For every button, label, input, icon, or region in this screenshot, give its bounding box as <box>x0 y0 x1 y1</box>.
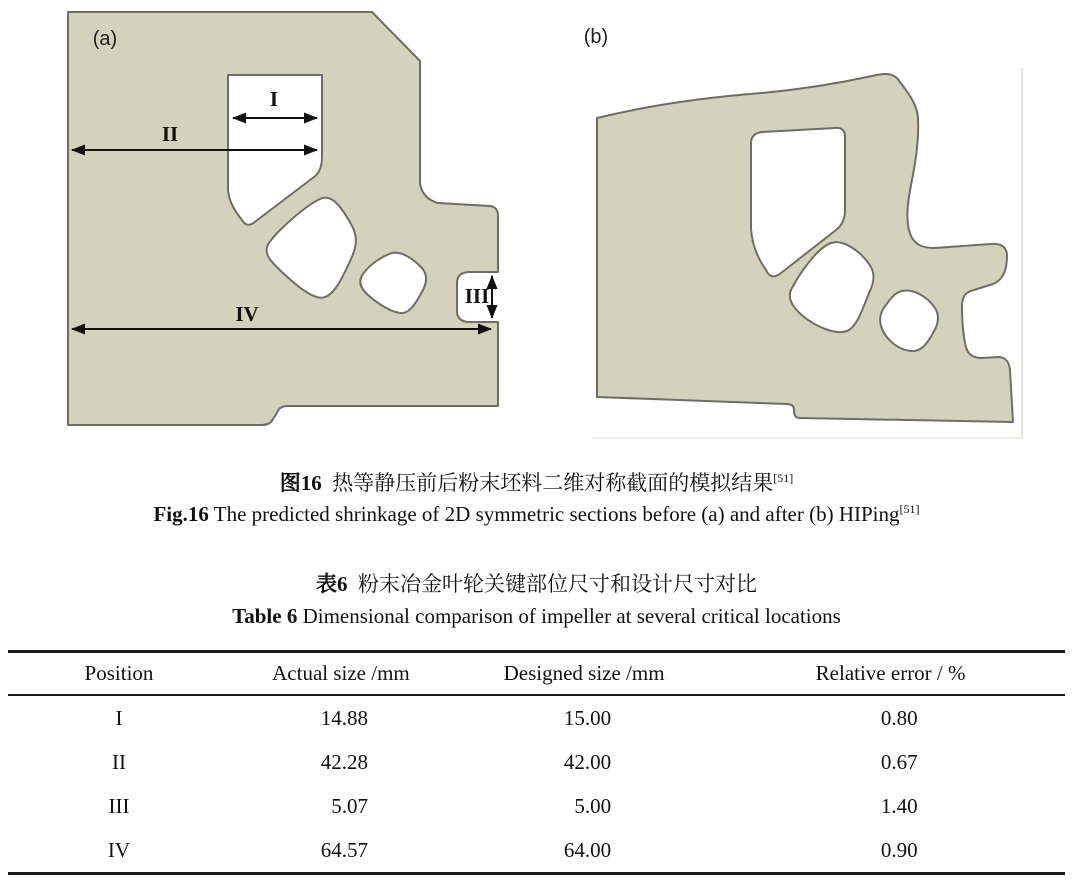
panel-b-section-after-hip <box>584 26 1013 422</box>
header-actual-size: Actual size /mm <box>230 652 452 696</box>
cell-actual: 42.28 <box>320 749 368 774</box>
dim-label-III: III <box>464 284 490 308</box>
table-title-zh-text: 粉末冶金叶轮关键部位尺寸和设计尺寸对比 <box>358 572 757 596</box>
cell-designed: 5.00 <box>574 793 612 818</box>
impeller-section-before <box>68 12 498 425</box>
dim-label-II: II <box>161 122 179 146</box>
dim-label-I: I <box>269 87 279 111</box>
header-relative-error: Relative error / % <box>716 652 1065 696</box>
impeller-section-after <box>597 74 1013 422</box>
panel-a-label: (a) <box>92 28 118 50</box>
table-row <box>8 740 1065 784</box>
table-title-en <box>0 603 1073 629</box>
table-row <box>8 828 1065 874</box>
cell-designed: 64.00 <box>563 837 612 862</box>
cell-actual: 64.57 <box>320 837 368 862</box>
table-row <box>8 695 1065 740</box>
cell-error: 0.80 <box>880 705 918 730</box>
dim-label-IV: IV <box>235 302 259 326</box>
figure-caption-zh-text: 热等静压前后粉末坯料二维对称截面的模拟结果 <box>332 471 774 495</box>
figure-number-zh: 图16 <box>279 471 322 495</box>
cell-position: III <box>108 793 130 818</box>
table-title-en-text: Dimensional comparison of impeller at several critical locations <box>302 604 841 628</box>
cell-designed: 42.00 <box>563 749 612 774</box>
cell-designed: 15.00 <box>563 705 612 730</box>
cell-position: IV <box>107 837 131 862</box>
cell-error: 0.67 <box>880 749 918 774</box>
panel-a-section-before-hip <box>68 12 498 425</box>
table-number-en: Table 6 <box>232 604 298 628</box>
figure-number-en: Fig.16 <box>153 502 209 526</box>
reference-mark: [51] <box>899 502 920 516</box>
figure-caption-en <box>0 501 1073 527</box>
cell-error: 0.90 <box>880 837 918 862</box>
table-row <box>8 784 1065 828</box>
figure-caption-en-text: The predicted shrinkage of 2D symmetric sections before (a) and after (b) HIPing <box>213 502 900 526</box>
cell-position: II <box>111 749 126 774</box>
cell-error: 1.40 <box>880 793 918 818</box>
reference-mark: [51] <box>773 471 794 485</box>
dimension-comparison-table <box>8 650 1065 875</box>
table-title-zh <box>0 571 1073 597</box>
panel-b-label: (b) <box>583 26 609 48</box>
header-position: Position <box>8 652 230 696</box>
figure-caption-zh <box>0 470 1073 496</box>
cell-actual: 14.88 <box>320 705 368 730</box>
header-designed-size: Designed size /mm <box>452 652 716 696</box>
table-header-row <box>8 652 1065 696</box>
cell-position: I <box>115 705 123 730</box>
table-number-zh: 表6 <box>316 572 348 596</box>
cell-actual: 5.07 <box>331 793 368 818</box>
